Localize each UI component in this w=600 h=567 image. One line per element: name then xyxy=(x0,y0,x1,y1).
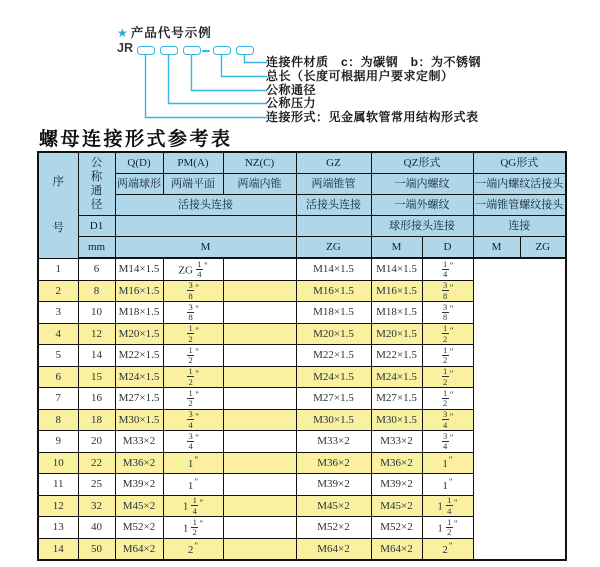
table-row xyxy=(38,302,566,324)
cell-m: M24×1.5 xyxy=(115,366,163,388)
cell-gz-zg: 1" xyxy=(163,452,223,474)
cell-qz-m xyxy=(223,452,296,474)
code-label-pressure: 公称压力 xyxy=(266,96,317,110)
table-row xyxy=(38,280,566,302)
cell-qg-zg: 1 $\frac{1}{4}$ " xyxy=(422,495,473,517)
cell-seq: 6 xyxy=(38,366,78,388)
cell-qz-d: M36×2 xyxy=(296,452,371,474)
cell-seq: 1 xyxy=(38,258,78,280)
cell-gz-zg: 1" xyxy=(163,474,223,496)
code-label-connection: 连接形式：见金属软管常用结构形式表 xyxy=(266,110,479,124)
cell-dn: 16 xyxy=(78,388,115,410)
table-title: 螺母连接形式参考表 xyxy=(39,129,233,150)
cell-dn: 20 xyxy=(78,431,115,453)
cell-qg-zg: $\frac{1}{2}$ " xyxy=(422,388,473,410)
header-conn-qg: 一端锥管螺纹接头 xyxy=(473,195,566,216)
cell-qg-m: M24×1.5 xyxy=(371,366,422,388)
star-icon: ★ xyxy=(117,26,129,40)
cell-qg-zg: $\frac{1}{2}$ " xyxy=(422,366,473,388)
cell-qg-m: M22×1.5 xyxy=(371,345,422,367)
cell-dn: 10 xyxy=(78,302,115,324)
cell-qg-zg: $\frac{1}{4}$ " xyxy=(422,258,473,280)
cell-qz-m xyxy=(223,517,296,539)
header-conn2-qg: 连接 xyxy=(473,216,566,237)
cell-m: M45×2 xyxy=(115,495,163,517)
cell-qz-m xyxy=(223,409,296,431)
header-d1: D1 xyxy=(78,216,115,237)
cell-qz-m xyxy=(223,388,296,410)
cell-dn: 32 xyxy=(78,495,115,517)
header-endtype-pma: 两端平面 xyxy=(163,174,223,195)
cell-qg-zg: 1" xyxy=(422,474,473,496)
cell-dn: 50 xyxy=(78,538,115,560)
cell-qg-zg: $\frac{3}{4}$ " xyxy=(422,431,473,453)
header-thread-m: M xyxy=(115,237,296,259)
header-conn-qz: 一端外螺纹 xyxy=(371,195,473,216)
cell-seq: 11 xyxy=(38,474,78,496)
cell-dn: 15 xyxy=(78,366,115,388)
cell-qz-d: M18×1.5 xyxy=(296,302,371,324)
table-row xyxy=(38,388,566,410)
code-label-diameter: 公称通径 xyxy=(266,83,317,97)
cell-m: M64×2 xyxy=(115,538,163,560)
cell-qz-d: M22×1.5 xyxy=(296,345,371,367)
code-label-length: 总长（长度可根据用户要求定制） xyxy=(266,69,454,83)
cell-seq: 4 xyxy=(38,323,78,345)
cell-qg-zg: 1 $\frac{1}{2}$ " xyxy=(422,517,473,539)
header-group-qg: QG形式 xyxy=(473,152,566,174)
cell-seq: 9 xyxy=(38,431,78,453)
cell-qg-zg: $\frac{1}{2}$ " xyxy=(422,323,473,345)
header-endtype-qd: 两端球形 xyxy=(115,174,163,195)
cell-seq: 3 xyxy=(38,302,78,324)
cell-seq: 13 xyxy=(38,517,78,539)
table-row xyxy=(38,323,566,345)
nut-connection-table xyxy=(37,151,567,561)
callout-lines xyxy=(117,54,267,126)
cell-qg-zg: $\frac{3}{8}$ " xyxy=(422,280,473,302)
header-thread-qg-zg: ZG xyxy=(520,237,566,259)
cell-qz-d: M33×2 xyxy=(296,431,371,453)
cell-qz-m xyxy=(223,495,296,517)
cell-qz-d: M30×1.5 xyxy=(296,409,371,431)
cell-dn: 8 xyxy=(78,280,115,302)
header-conn-gz: 活接头连接 xyxy=(296,195,371,216)
table-header xyxy=(38,152,566,258)
cell-qz-m xyxy=(223,345,296,367)
cell-qz-m xyxy=(223,538,296,560)
cell-qg-zg: $\frac{1}{2}$ " xyxy=(422,345,473,367)
cell-seq: 2 xyxy=(38,280,78,302)
header-endtype-nzc: 两端内锥 xyxy=(223,174,296,195)
table-row xyxy=(38,474,566,496)
cell-qg-m: M45×2 xyxy=(371,495,422,517)
table-body xyxy=(38,258,566,560)
product-code-heading xyxy=(117,23,212,41)
cell-m: M14×1.5 xyxy=(115,258,163,280)
cell-gz-zg: $\frac{3}{8}$ " xyxy=(163,302,223,324)
cell-qz-d: M27×1.5 xyxy=(296,388,371,410)
header-thread-qz-m: M xyxy=(371,237,422,259)
product-code-heading-text: 产品代号示例 xyxy=(130,26,212,40)
product-code-prefix: JR xyxy=(117,41,133,55)
cell-gz-zg: $\frac{1}{2}$ " xyxy=(163,323,223,345)
table-row xyxy=(38,366,566,388)
cell-qg-m: M18×1.5 xyxy=(371,302,422,324)
cell-qg-m: M52×2 xyxy=(371,517,422,539)
cell-dn: 22 xyxy=(78,452,115,474)
cell-dn: 40 xyxy=(78,517,115,539)
cell-qz-d: M20×1.5 xyxy=(296,323,371,345)
cell-qz-d: M39×2 xyxy=(296,474,371,496)
table-row xyxy=(38,517,566,539)
cell-qz-m xyxy=(223,258,296,280)
header-thread-qg-m: M xyxy=(473,237,520,259)
header-group-nzc: NZ(C) xyxy=(223,152,296,174)
cell-gz-zg: 2" xyxy=(163,538,223,560)
table-row xyxy=(38,452,566,474)
cell-qg-zg: $\frac{3}{8}$ " xyxy=(422,302,473,324)
cell-dn: 25 xyxy=(78,474,115,496)
cell-seq: 8 xyxy=(38,409,78,431)
table-row xyxy=(38,431,566,453)
cell-gz-zg: $\frac{1}{2}$ " xyxy=(163,388,223,410)
table-row xyxy=(38,495,566,517)
cell-qz-d: M16×1.5 xyxy=(296,280,371,302)
header-empty-1 xyxy=(115,216,296,237)
header-seq: 序号 xyxy=(38,152,78,258)
cell-seq: 7 xyxy=(38,388,78,410)
header-group-gz: GZ xyxy=(296,152,371,174)
cell-dn: 12 xyxy=(78,323,115,345)
cell-m: M52×2 xyxy=(115,517,163,539)
header-endtype-gz: 两端锥管 xyxy=(296,174,371,195)
cell-dn: 14 xyxy=(78,345,115,367)
cell-m: M22×1.5 xyxy=(115,345,163,367)
cell-qz-d: M52×2 xyxy=(296,517,371,539)
cell-seq: 14 xyxy=(38,538,78,560)
header-empty-2 xyxy=(296,216,371,237)
header-unit-mm: mm xyxy=(78,237,115,259)
cell-m: M30×1.5 xyxy=(115,409,163,431)
header-conn2-qz: 球形接头连接 xyxy=(371,216,473,237)
header-endtype-qg: 一端内螺纹活接头 xyxy=(473,174,566,195)
cell-qg-m: M14×1.5 xyxy=(371,258,422,280)
cell-qg-m: M33×2 xyxy=(371,431,422,453)
header-group-qz: QZ形式 xyxy=(371,152,473,174)
code-separator-dash xyxy=(202,50,210,52)
table-row xyxy=(38,258,566,280)
header-conn-union: 活接头连接 xyxy=(115,195,296,216)
cell-qg-m: M30×1.5 xyxy=(371,409,422,431)
cell-gz-zg: $\frac{1}{2}$ " xyxy=(163,345,223,367)
cell-dn: 6 xyxy=(78,258,115,280)
cell-qz-d: M64×2 xyxy=(296,538,371,560)
cell-m: M16×1.5 xyxy=(115,280,163,302)
cell-m: M27×1.5 xyxy=(115,388,163,410)
cell-qg-zg: $\frac{3}{4}$ " xyxy=(422,409,473,431)
header-group-qd: Q(D) xyxy=(115,152,163,174)
cell-qg-m: M27×1.5 xyxy=(371,388,422,410)
cell-qz-m xyxy=(223,431,296,453)
header-group-pma: PM(A) xyxy=(163,152,223,174)
cell-qz-d: M14×1.5 xyxy=(296,258,371,280)
header-thread-zg: ZG xyxy=(296,237,371,259)
table-row xyxy=(38,409,566,431)
cell-gz-zg: $\frac{3}{4}$ " xyxy=(163,431,223,453)
cell-m: M33×2 xyxy=(115,431,163,453)
cell-gz-zg: $\frac{1}{2}$ " xyxy=(163,366,223,388)
cell-dn: 18 xyxy=(78,409,115,431)
cell-seq: 5 xyxy=(38,345,78,367)
cell-gz-zg: 1 $\frac{1}{2}$ " xyxy=(163,517,223,539)
cell-seq: 12 xyxy=(38,495,78,517)
cell-qz-m xyxy=(223,366,296,388)
cell-qg-zg: 1" xyxy=(422,452,473,474)
cell-m: M18×1.5 xyxy=(115,302,163,324)
cell-qz-d: M24×1.5 xyxy=(296,366,371,388)
cell-qg-m: M39×2 xyxy=(371,474,422,496)
cell-qg-m: M20×1.5 xyxy=(371,323,422,345)
cell-gz-zg: 1 $\frac{1}{4}$ " xyxy=(163,495,223,517)
cell-m: M39×2 xyxy=(115,474,163,496)
cell-qz-m xyxy=(223,323,296,345)
cell-qz-m xyxy=(223,474,296,496)
cell-seq: 10 xyxy=(38,452,78,474)
table-row xyxy=(38,538,566,560)
cell-gz-zg: $\frac{3}{4}$ " xyxy=(163,409,223,431)
table-row xyxy=(38,345,566,367)
cell-gz-zg: ZG $\frac{1}{4}$ " xyxy=(163,258,223,280)
code-label-material: 连接件材质 c：为碳钢 b：为不锈钢 xyxy=(266,55,482,69)
cell-m: M20×1.5 xyxy=(115,323,163,345)
header-endtype-qz: 一端内螺纹 xyxy=(371,174,473,195)
cell-qz-m xyxy=(223,280,296,302)
cell-qg-m: M64×2 xyxy=(371,538,422,560)
cell-qz-d: M45×2 xyxy=(296,495,371,517)
cell-qg-m: M16×1.5 xyxy=(371,280,422,302)
cell-gz-zg: $\frac{3}{8}$ " xyxy=(163,280,223,302)
cell-qg-m: M36×2 xyxy=(371,452,422,474)
header-thread-qz-d: D xyxy=(422,237,473,259)
cell-m: M36×2 xyxy=(115,452,163,474)
header-dn: 公称通径 xyxy=(78,152,115,216)
cell-qg-zg: 2" xyxy=(422,538,473,560)
cell-qz-m xyxy=(223,302,296,324)
